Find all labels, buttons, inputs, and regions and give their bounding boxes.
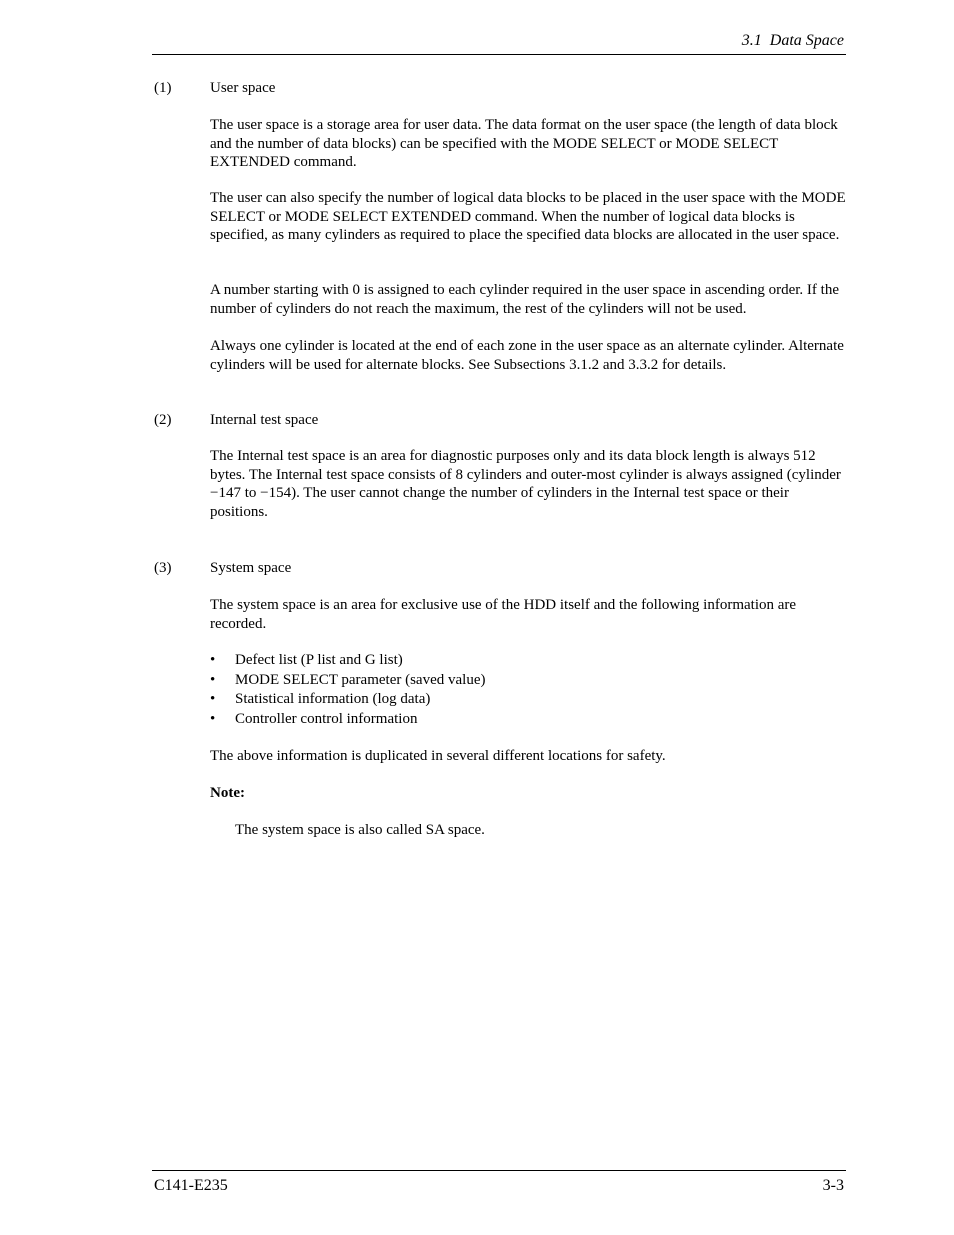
section-number: (3) [154,560,172,576]
list-item [210,651,846,671]
section-title: System space [210,560,292,576]
list-item-text: Defect list (P list and G list) [235,652,403,668]
list-item [210,710,846,730]
document-id: C141-E235 [154,1177,228,1194]
bullet-icon: • [210,671,216,688]
section-number: (2) [154,412,172,428]
page-footer [152,1170,846,1201]
header-section-title: 3.1 Data Space [741,32,844,49]
section-title: Internal test space [210,412,319,428]
paragraph: Always one cylinder is located at the end of each zone in the user space as an alternate cylinder. Alternate cylinders will be used for alternate blocks. See Subsections 3.1.2 and 3.3.2 for details. [210,338,844,373]
bullet-icon: • [210,710,216,727]
paragraph: A number starting with 0 is assigned to each cylinder required in the user space in ascending order. If the number of cylinders do not reach the maximum, the rest of the cylinders will not be used. [210,282,839,317]
list-item-text: Controller control information [235,710,418,727]
list-item-text: MODE SELECT parameter (saved value) [235,671,486,688]
list-item [210,671,846,691]
list-item-text: Statistical information (log data) [235,691,431,707]
bullet-icon: • [210,652,216,668]
section-title: User space [210,80,276,96]
bullet-icon: • [210,691,216,707]
paragraph: The above information is duplicated in several different locations for safety. [210,748,666,764]
paragraph: The user can also specify the number of logical data blocks to be placed in the user space with the MODE SELECT or MODE SELECT EXTENDED command. When the number of logical data blocks is specified, as many cylinders as required to place the specified data blocks are allocated in the user space. [210,190,846,243]
note-text: The system space is also called SA space. [235,822,485,838]
paragraph: The user space is a storage area for user data. The data format on the user space (the length of data block and the number of data blocks) can be specified with the MODE SELECT or MODE SELECT EXTENDED command. [210,117,838,170]
bullet-list [210,651,846,729]
paragraph: The system space is an area for exclusive use of the HDD itself and the following information are recorded. [210,597,797,632]
page-number: 3-3 [822,1177,844,1194]
list-item [210,690,846,710]
page-header [152,30,846,55]
paragraph: The Internal test space is an area for diagnostic purposes only and its data block length is always 512 bytes. The Internal test space consists of 8 cylinders and outer-most cylinder is always assigned (cylinder −147 to −154). The user cannot change the number of cylinders in the Internal test space or their positions. [210,448,841,520]
section-number: (1) [154,80,172,96]
note-label: Note: [210,785,245,801]
